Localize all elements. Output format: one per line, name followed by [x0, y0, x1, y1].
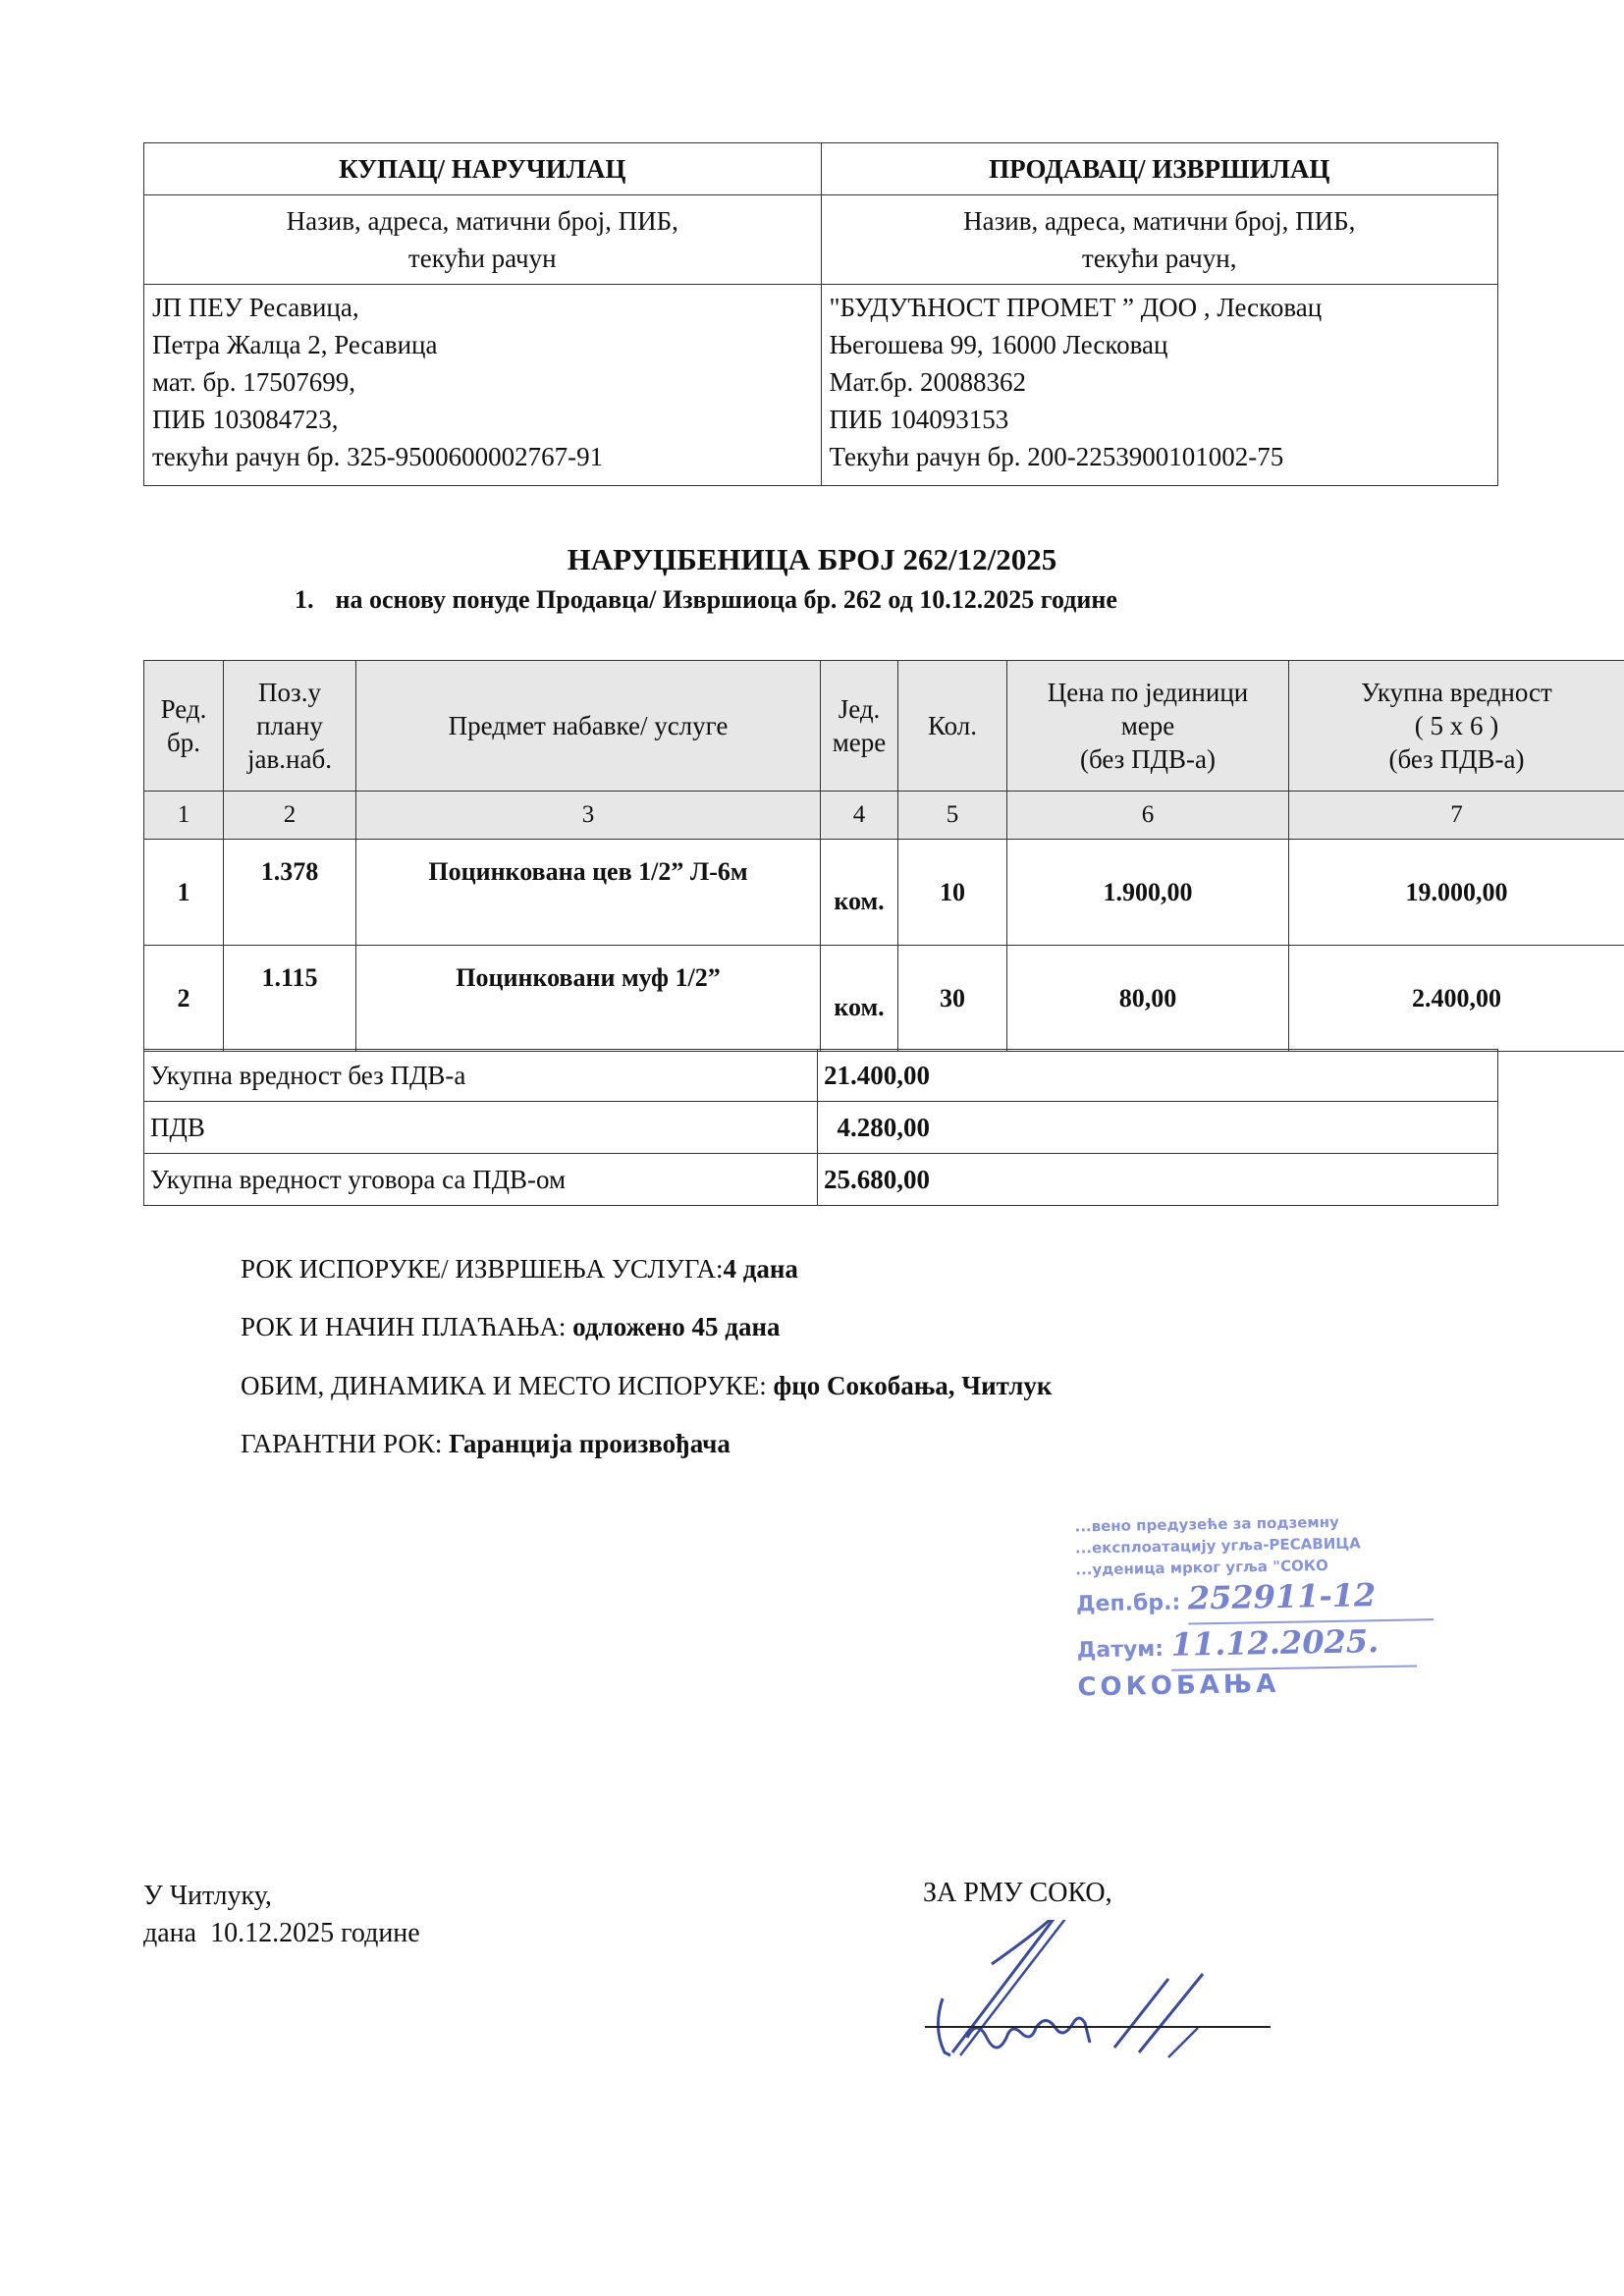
col-header-total: Укупна вредност ( 5 x 6 ) (без ПДВ-а) — [1289, 661, 1624, 792]
total-value: 21.400,00 — [818, 1050, 1498, 1102]
place-and-date — [143, 1878, 420, 1952]
signature-icon — [933, 1920, 1267, 2067]
table-row — [144, 946, 1624, 1052]
stamp-date: Датум: 11.12.2025. — [1076, 1620, 1470, 1673]
seller-info — [821, 285, 1498, 486]
buyer-info — [144, 285, 822, 486]
total-without-vat-row — [144, 1050, 1498, 1102]
unit: ком. — [821, 946, 898, 1052]
item-name: Поцинковани муф 1/2” — [356, 946, 821, 1052]
plan-position: 1.378 — [224, 840, 356, 946]
warranty-term: ГАРАНТНИ РОК: Гаранција произвођача — [241, 1429, 731, 1458]
payment-term: РОК И НАЧИН ПЛАЋАЊА: одложено 45 дана — [241, 1312, 781, 1341]
total-value: 4.280,00 — [818, 1102, 1498, 1154]
col-header-item: Предмет набавке/ услуге — [356, 661, 821, 792]
col-header-plan-position: Поз.у плану јав.наб. — [224, 661, 356, 792]
buyer-account: текући рачун бр. 325-9500600002767-91 — [152, 442, 604, 471]
buyer-address: Петра Жалца 2, Ресавица — [152, 330, 438, 359]
seller-subheader: Назив, адреса, матични број, ПИБ, текући рачун, — [821, 195, 1498, 285]
col-header-quantity: Кол. — [898, 661, 1007, 792]
place: У Читлуку, — [143, 1881, 272, 1911]
item-name: Поцинкована цев 1/2” Л-6м — [356, 840, 821, 946]
items-table — [143, 660, 1624, 1052]
plan-position: 1.115 — [224, 946, 356, 1052]
vat-row — [144, 1102, 1498, 1154]
buyer-name: ЈП ПЕУ Ресавица, — [152, 293, 359, 322]
stamp-city: СОКОБАЊА — [1077, 1668, 1280, 1703]
date: дана 10.12.2025 године — [143, 1918, 420, 1948]
buyer-subheader: Назив, адреса, матични број, ПИБ, текући рачун — [144, 195, 822, 285]
seller-header: ПРОДАВАЦ/ ИЗВРШИЛАЦ — [821, 143, 1498, 195]
signature-line — [925, 2026, 1271, 2028]
stamp-date-value: 11.12.2025. — [1170, 1622, 1380, 1664]
seller-address: Његошева 99, 16000 Лесковац — [829, 330, 1168, 359]
stamp-ref: Деп.бр.: 252911-12 — [1076, 1574, 1470, 1627]
signature-label: ЗА РМУ СОКО, — [923, 1878, 1112, 1908]
buyer-reg-number: мат. бр. 17507699, — [152, 367, 355, 397]
total-value: 25.680,00 — [818, 1154, 1498, 1206]
buyer-header: КУПАЦ/ НАРУЧИЛАЦ — [144, 143, 822, 195]
total-label: Укупна вредност уговора са ПДВ-ом — [144, 1154, 818, 1206]
parties-table — [143, 142, 1498, 486]
col-header-unit-price: Цена по јединици мере (без ПДВ-а) — [1007, 661, 1289, 792]
stamp-ref-value: 252911-12 — [1187, 1576, 1377, 1617]
row-total: 19.000,00 — [1289, 840, 1624, 946]
seller-tax-id: ПИБ 104093153 — [829, 405, 1009, 434]
buyer-tax-id: ПИБ 103084723, — [152, 405, 339, 434]
quantity: 10 — [898, 840, 1007, 946]
order-title: НАРУЏБЕНИЦА БРОЈ 262/12/2025 — [567, 542, 1057, 576]
unit-price: 80,00 — [1007, 946, 1289, 1052]
totals-table — [143, 1049, 1498, 1206]
receipt-stamp: ...вено предузеће за подземну ...експлоатацију угља-РЕСАВИЦА ...уденица мрког угља "СОКО Деп.бр.: 252911-12 Датум: 11.12.2025. СОКОБАЊА — [1074, 1509, 1470, 1703]
col-header-row-number: Ред. бр. — [144, 661, 224, 792]
seller-reg-number: Мат.бр. 20088362 — [829, 367, 1027, 397]
total-with-vat-row — [144, 1154, 1498, 1206]
quantity: 30 — [898, 946, 1007, 1052]
row-total: 2.400,00 — [1289, 946, 1624, 1052]
subtitle-number: 1. — [295, 585, 314, 614]
col-header-unit: Јед. мере — [821, 661, 898, 792]
subtitle-text: на основу понуде Продавца/ Извршиоца бр. 262 од 10.12.2025 године — [335, 585, 1117, 614]
row-number: 2 — [144, 946, 224, 1052]
table-row — [144, 840, 1624, 946]
total-label: ПДВ — [144, 1102, 818, 1154]
delivery-term: РОК ИСПОРУКЕ/ ИЗВРШЕЊА УСЛУГА:4 дана — [241, 1254, 798, 1284]
row-number: 1 — [144, 840, 224, 946]
unit: ком. — [821, 840, 898, 946]
total-label: Укупна вредност без ПДВ-а — [144, 1050, 818, 1102]
items-header-row — [144, 661, 1624, 792]
order-subtitle — [295, 585, 1117, 615]
delivery-place: ОБИМ, ДИНАМИКА И МЕСТО ИСПОРУКЕ: фцо Сокобања, Читлук — [241, 1371, 1053, 1400]
seller-name: "БУДУЋНОСТ ПРОМЕТ ” ДОО , Лесковац — [829, 293, 1323, 322]
unit-price: 1.900,00 — [1007, 840, 1289, 946]
seller-account: Текући рачун бр. 200-2253900101002-75 — [829, 442, 1284, 471]
column-number-row: 1 2 3 4 5 6 7 — [144, 792, 1624, 840]
